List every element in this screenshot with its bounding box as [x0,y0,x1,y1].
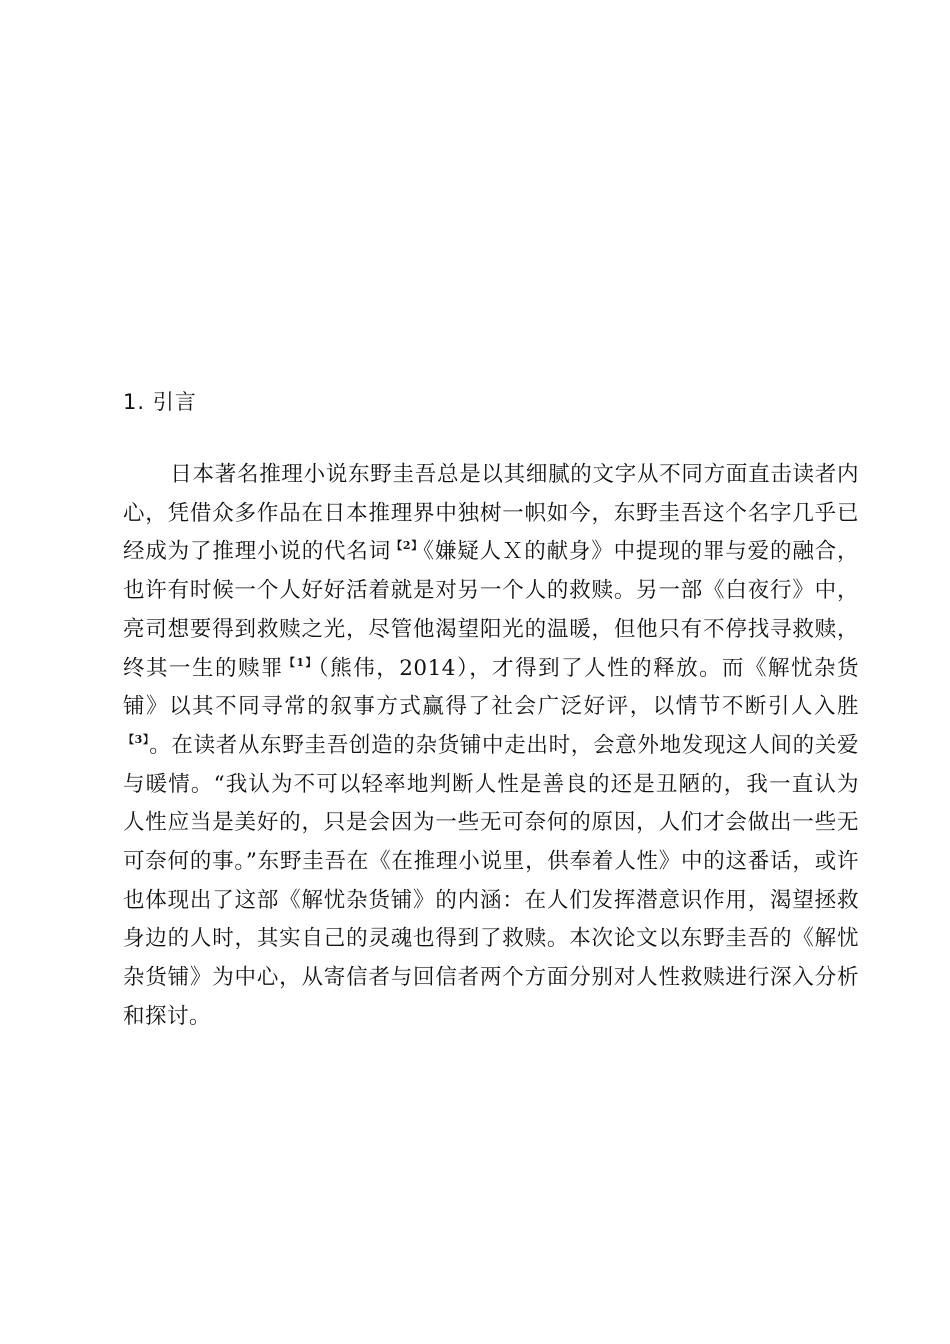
paragraph-text-4: 。在读者从东野圭吾创造的杂货铺中走出时，会意外地发现这人间的关爱与暖情。“我认为不可以轻率地判断人性是善良的还是丑陋的，我一直认为人性应当是美好的，只是会因为一些无可奈何的原因，人们才会做出一些无可奈何的事。”东野圭吾在《在推理小说里，供奉着人性》中的这番话，或许也体现出了这部《解忧杂货铺》的内涵：在人们发挥潜意识作用，渴望拯救身边的人时，其实自己的灵魂也得到了救赎。本次论文以东野圭吾的《解忧杂货铺》为中心，从寄信者与回信者两个方面分别对人性救赎进行深入分析和探讨。 [123,732,859,1029]
paragraph-text-1: 日本著名推理小说东野圭吾总是以其细腻的文字从不同方面直击读者内心，凭借众多作品在日本推理界中独树一帜如今，东野圭吾这个名字几乎已经成为了推理小说的代名词 [123,462,859,565]
citation-ref-3: 【3】 [123,732,150,746]
paragraph-text-2: 《嫌疑人Ｘ的献身》中提现的罪与爱的融合，也许有时候一个人好好活着就是对另一个人的救赎。另一部《白夜行》中，亮司想要得到救赎之光，尽管他渴望阳光的温暖，但他只有不停找寻救赎，终其一生的赎罪 [123,539,859,681]
paragraph-text-3: （熊伟，2014），才得到了人性的释放。而《解忧杂货铺》以其不同寻常的叙事方式赢得了社会广泛好评，以情节不断引人入胜 [123,655,859,720]
citation-ref-2: 【2】 [391,539,424,553]
citation-ref-1: 【1】 [283,655,319,669]
section-heading: 1. 引言 [123,390,197,414]
body-paragraph [123,456,859,1037]
